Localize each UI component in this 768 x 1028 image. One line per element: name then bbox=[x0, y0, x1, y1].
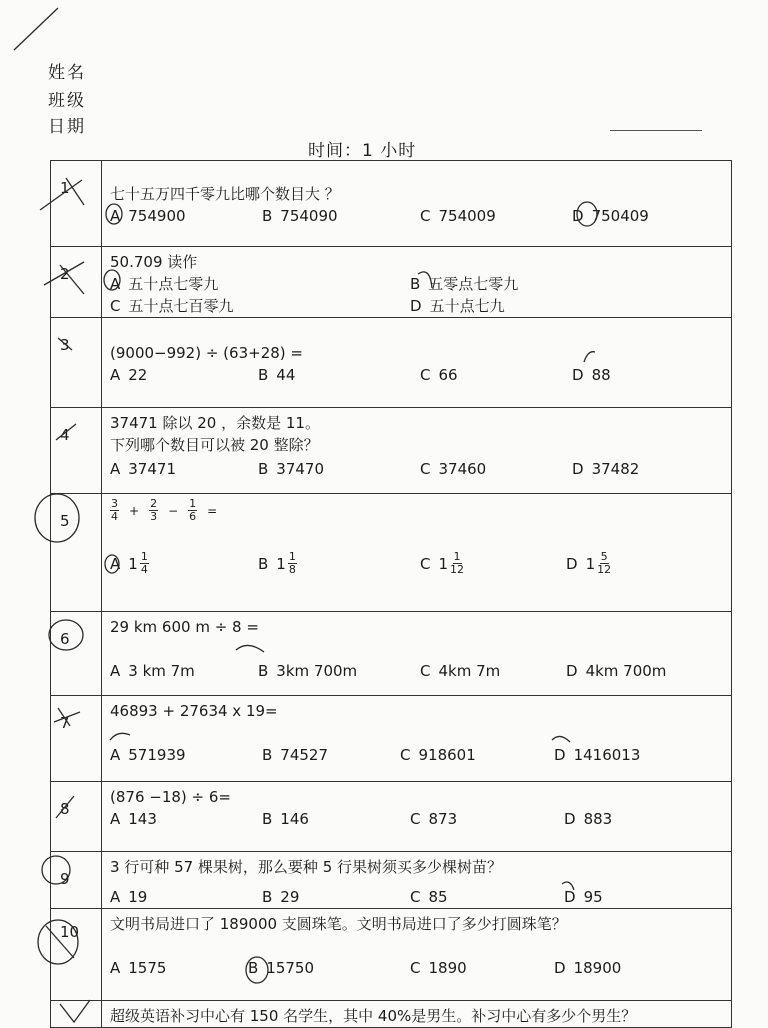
question-number: 9 bbox=[60, 870, 70, 888]
question-stem: 七十五万四千零九比哪个数目大 ？ bbox=[110, 185, 340, 203]
question-row bbox=[51, 161, 732, 247]
option-c[interactable] bbox=[410, 808, 457, 830]
option-letter: B bbox=[258, 366, 269, 384]
corner-scribble bbox=[14, 8, 58, 50]
option-value: 754009 bbox=[438, 207, 496, 225]
option-letter: C bbox=[420, 366, 431, 384]
question-row bbox=[51, 852, 732, 909]
option-letter: D bbox=[566, 554, 578, 573]
option-letter: C bbox=[420, 460, 431, 478]
option-value: 3 km 7m bbox=[128, 662, 195, 680]
option-value: 85 bbox=[428, 888, 448, 906]
option-letter: A bbox=[110, 959, 121, 977]
denominator: 4 bbox=[140, 563, 148, 576]
option-value: 95 bbox=[583, 888, 603, 906]
question-number: 10 bbox=[60, 923, 80, 941]
fraction bbox=[450, 551, 464, 576]
option-value: 74527 bbox=[280, 746, 329, 764]
option-letter: B bbox=[248, 959, 259, 977]
option-b[interactable] bbox=[410, 273, 518, 295]
question-body bbox=[102, 494, 732, 612]
option-b[interactable] bbox=[262, 205, 338, 227]
question-stem: 46893 + 27634 x 19= bbox=[110, 702, 278, 720]
option-c[interactable] bbox=[410, 886, 448, 908]
option-d[interactable] bbox=[572, 364, 611, 386]
option-c[interactable] bbox=[420, 205, 496, 227]
option-a[interactable] bbox=[110, 886, 147, 908]
option-letter: D bbox=[410, 297, 422, 315]
question-stem: 37471 除以 20 ，余数是 11。 bbox=[110, 414, 320, 432]
question-stem: 29 km 600 m ÷ 8 = bbox=[110, 618, 259, 636]
option-d[interactable] bbox=[564, 808, 612, 830]
option-b[interactable] bbox=[258, 551, 297, 576]
numerator: 1 bbox=[189, 497, 197, 510]
mixed-number bbox=[438, 551, 464, 576]
question-row bbox=[51, 782, 732, 852]
option-letter: D bbox=[564, 888, 576, 906]
option-row bbox=[110, 660, 731, 682]
option-a[interactable] bbox=[110, 744, 186, 766]
option-value: 4km 700m bbox=[585, 662, 667, 680]
option-value: 918601 bbox=[418, 746, 476, 764]
mixed-number bbox=[128, 551, 149, 576]
option-row bbox=[110, 205, 731, 227]
option-letter: A bbox=[110, 888, 121, 906]
option-c[interactable] bbox=[420, 660, 500, 682]
option-letter: D bbox=[554, 746, 566, 764]
whole: 1 bbox=[128, 554, 138, 573]
option-letter: A bbox=[110, 662, 121, 680]
option-letter: D bbox=[554, 959, 566, 977]
denominator: 4 bbox=[111, 510, 118, 523]
question-body bbox=[102, 161, 732, 247]
numerator: 2 bbox=[150, 497, 158, 510]
option-row bbox=[110, 744, 731, 766]
option-letter: C bbox=[410, 959, 421, 977]
option-letter: D bbox=[572, 460, 584, 478]
denominator: 6 bbox=[189, 510, 197, 523]
question-number-cell bbox=[51, 161, 102, 247]
question-number: 2 bbox=[60, 265, 70, 283]
option-a[interactable] bbox=[110, 551, 149, 576]
option-value: 37482 bbox=[591, 460, 640, 478]
option-letter: C bbox=[400, 746, 411, 764]
option-letter: C bbox=[420, 207, 431, 225]
option-value: 15750 bbox=[266, 959, 315, 977]
option-value: 4km 7m bbox=[438, 662, 501, 680]
option-letter: B bbox=[258, 460, 269, 478]
question-number: 3 bbox=[60, 336, 70, 354]
question-number-cell bbox=[51, 408, 102, 494]
option-row bbox=[110, 808, 731, 830]
option-value: 3km 700m bbox=[276, 662, 358, 680]
date-label: 日期 bbox=[48, 117, 86, 137]
denominator: 12 bbox=[597, 563, 612, 576]
option-value: 19 bbox=[128, 888, 148, 906]
option-d[interactable] bbox=[572, 205, 649, 227]
option-letter: C bbox=[420, 662, 431, 680]
option-value: 143 bbox=[128, 810, 157, 828]
question-row bbox=[51, 696, 732, 782]
option-letter: A bbox=[110, 207, 121, 225]
numerator: 3 bbox=[111, 497, 118, 510]
question-number: 1 bbox=[60, 179, 70, 197]
fraction bbox=[140, 551, 149, 576]
question-number: 6 bbox=[60, 630, 70, 648]
question-body bbox=[102, 612, 732, 696]
option-a[interactable] bbox=[110, 808, 157, 830]
option-c[interactable] bbox=[420, 364, 458, 386]
option-value: 44 bbox=[276, 366, 296, 384]
name-label: 姓名 bbox=[48, 63, 86, 83]
fraction-expression bbox=[110, 498, 731, 523]
option-letter: C bbox=[110, 297, 121, 315]
question-stem: 50.709 读作 bbox=[110, 253, 198, 271]
option-letter: D bbox=[572, 366, 584, 384]
question-row bbox=[51, 1001, 732, 1028]
question-row bbox=[51, 909, 732, 1001]
option-value: 五十点七九 bbox=[429, 297, 505, 315]
question-number-cell bbox=[51, 909, 102, 1001]
option-letter: A bbox=[110, 746, 121, 764]
option-row bbox=[110, 458, 731, 480]
option-value: 883 bbox=[583, 810, 613, 828]
option-d[interactable] bbox=[554, 957, 621, 979]
option-value: 571939 bbox=[128, 746, 186, 764]
question-stem: 下列哪个数目可以被 20 整除？ bbox=[110, 436, 319, 454]
option-letter: A bbox=[110, 366, 121, 384]
option-letter: B bbox=[258, 554, 269, 573]
option-b[interactable] bbox=[262, 808, 309, 830]
option-letter: D bbox=[572, 207, 584, 225]
question-body bbox=[102, 782, 732, 852]
option-letter: B bbox=[410, 275, 421, 293]
denominator: 3 bbox=[150, 510, 158, 523]
option-b[interactable] bbox=[258, 660, 357, 682]
question-number-cell bbox=[51, 782, 102, 852]
question-number-cell bbox=[51, 247, 102, 318]
option-value: 754900 bbox=[128, 207, 186, 225]
operator: = bbox=[207, 504, 218, 518]
numerator: 1 bbox=[140, 550, 148, 563]
option-d[interactable] bbox=[410, 295, 505, 317]
question-number-cell bbox=[51, 612, 102, 696]
option-value: 37470 bbox=[276, 460, 325, 478]
option-letter: B bbox=[262, 746, 273, 764]
option-value: 754090 bbox=[280, 207, 338, 225]
denominator: 12 bbox=[450, 563, 465, 576]
option-c[interactable] bbox=[410, 957, 467, 979]
whole: 1 bbox=[585, 554, 596, 573]
whole: 1 bbox=[276, 554, 286, 573]
option-value: 66 bbox=[438, 366, 458, 384]
option-b[interactable] bbox=[248, 957, 314, 979]
class-label: 班级 bbox=[48, 91, 86, 111]
question-stem: 文明书局进口了 189000 支圆珠笔。文明书局进口了多少打圆珠笔？ bbox=[110, 915, 567, 933]
option-letter: A bbox=[110, 810, 121, 828]
option-c[interactable] bbox=[110, 295, 234, 317]
option-d[interactable] bbox=[566, 660, 666, 682]
divider bbox=[610, 130, 702, 131]
option-value: 88 bbox=[591, 366, 611, 384]
question-number-cell bbox=[51, 852, 102, 909]
question-body bbox=[102, 318, 732, 408]
option-value: 18900 bbox=[573, 959, 622, 977]
question-number: 7 bbox=[60, 714, 70, 732]
option-row bbox=[110, 547, 731, 587]
operator: − bbox=[168, 504, 179, 518]
option-d[interactable] bbox=[572, 458, 639, 480]
question-number-cell bbox=[51, 318, 102, 408]
option-letter: A bbox=[110, 275, 121, 293]
option-value: 873 bbox=[428, 810, 458, 828]
question-number: 4 bbox=[60, 426, 70, 444]
option-row bbox=[110, 273, 731, 295]
question-body bbox=[102, 696, 732, 782]
option-b[interactable] bbox=[258, 458, 324, 480]
option-b[interactable] bbox=[258, 364, 295, 386]
question-table bbox=[50, 160, 732, 1028]
option-letter: C bbox=[420, 554, 431, 573]
question-row bbox=[51, 318, 732, 408]
option-value: 1890 bbox=[428, 959, 467, 977]
option-letter: D bbox=[564, 810, 576, 828]
question-number: 5 bbox=[60, 512, 70, 530]
option-letter: B bbox=[258, 662, 269, 680]
question-body bbox=[102, 247, 732, 318]
option-a[interactable] bbox=[110, 458, 176, 480]
option-a[interactable] bbox=[110, 364, 147, 386]
option-value: 1575 bbox=[128, 959, 167, 977]
fraction bbox=[110, 498, 119, 523]
question-row bbox=[51, 612, 732, 696]
option-value: 五零点七零九 bbox=[428, 275, 519, 293]
question-row bbox=[51, 247, 732, 318]
option-letter: C bbox=[410, 888, 421, 906]
option-letter: C bbox=[410, 810, 421, 828]
option-a[interactable] bbox=[110, 660, 195, 682]
option-value: 五十点七百零九 bbox=[128, 297, 234, 315]
question-body bbox=[102, 909, 732, 1001]
question-body bbox=[102, 408, 732, 494]
question-stem: (9000−992) ÷ (63+28) = bbox=[110, 344, 303, 362]
option-c[interactable] bbox=[420, 551, 464, 576]
whole: 1 bbox=[438, 554, 449, 573]
option-letter: A bbox=[110, 460, 121, 478]
option-row bbox=[110, 364, 731, 386]
question-stem: 超级英语补习中心有 150 名学生，其中 40%是男生。补习中心有多少个男生？ bbox=[110, 1007, 637, 1025]
question-number-cell bbox=[51, 1001, 102, 1028]
question-number: 8 bbox=[60, 800, 70, 818]
numerator: 5 bbox=[600, 550, 608, 563]
option-value: 37460 bbox=[438, 460, 487, 478]
question-body bbox=[102, 852, 732, 909]
option-value: 五十点七零九 bbox=[128, 275, 219, 293]
option-a[interactable] bbox=[110, 205, 186, 227]
question-body bbox=[102, 1001, 732, 1028]
option-b[interactable] bbox=[262, 744, 328, 766]
operator: + bbox=[129, 504, 140, 518]
question-row bbox=[51, 494, 732, 612]
fraction bbox=[149, 498, 158, 523]
time-label: 时间：1 小时 bbox=[308, 141, 417, 161]
option-value: 37471 bbox=[128, 460, 176, 478]
option-value: 146 bbox=[280, 810, 309, 828]
fraction bbox=[288, 551, 297, 576]
option-d[interactable] bbox=[564, 886, 603, 908]
option-c[interactable] bbox=[420, 458, 486, 480]
option-d[interactable] bbox=[554, 744, 640, 766]
option-row bbox=[110, 886, 731, 908]
question-row bbox=[51, 408, 732, 494]
option-value: 750409 bbox=[591, 207, 649, 225]
question-number-cell bbox=[51, 494, 102, 612]
option-value: 29 bbox=[280, 888, 300, 906]
mixed-number bbox=[276, 551, 297, 576]
fraction bbox=[188, 498, 197, 523]
option-c[interactable] bbox=[400, 744, 476, 766]
option-letter: D bbox=[566, 662, 578, 680]
option-row bbox=[110, 295, 731, 317]
mixed-number bbox=[586, 551, 612, 576]
option-letter: B bbox=[262, 810, 273, 828]
option-a[interactable] bbox=[110, 957, 166, 979]
option-b[interactable] bbox=[262, 886, 299, 908]
question-number-cell bbox=[51, 696, 102, 782]
option-value: 1416013 bbox=[573, 746, 641, 764]
fraction bbox=[597, 551, 611, 576]
question-stem: 3 行可种 57 棵果树，那么要种 5 行果树须买多少棵树苗？ bbox=[110, 858, 503, 876]
denominator: 8 bbox=[288, 563, 296, 576]
numerator: 1 bbox=[453, 550, 461, 563]
option-letter: A bbox=[110, 554, 121, 573]
option-row bbox=[110, 957, 731, 979]
numerator: 1 bbox=[288, 550, 296, 563]
option-letter: B bbox=[262, 207, 273, 225]
question-stem: (876 −18) ÷ 6= bbox=[110, 788, 231, 806]
option-letter: B bbox=[262, 888, 273, 906]
option-d[interactable] bbox=[566, 551, 611, 576]
option-a[interactable] bbox=[110, 273, 218, 295]
option-value: 22 bbox=[128, 366, 148, 384]
